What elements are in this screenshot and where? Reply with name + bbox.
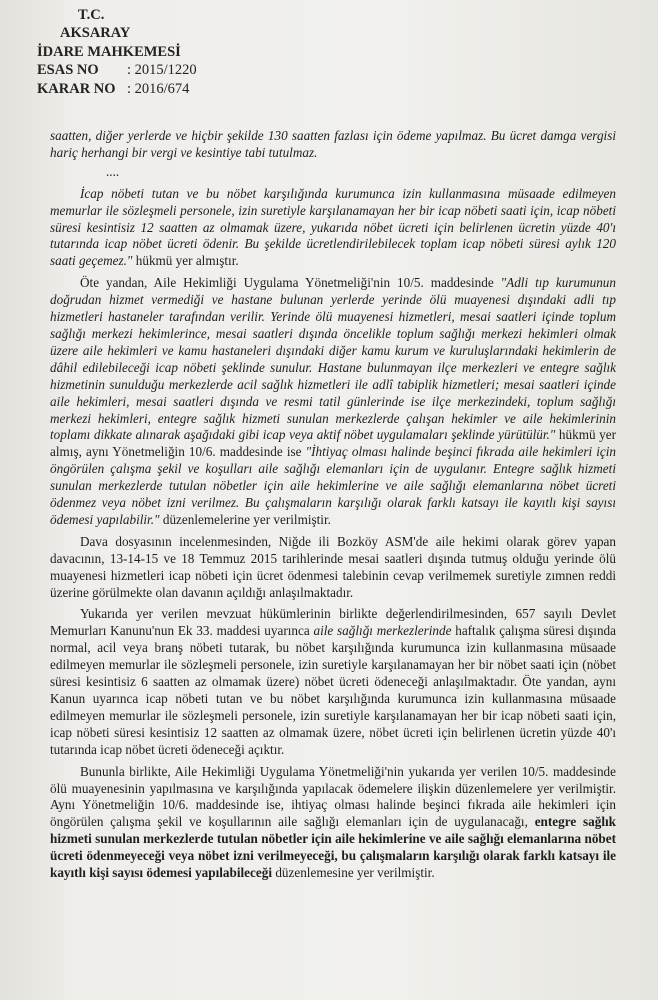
- esas-no-label: ESAS NO: [37, 62, 99, 79]
- paragraph-bununla-birlikte: [50, 764, 616, 882]
- court-header: [37, 6, 197, 98]
- paragraph-yonetmelik: [50, 275, 616, 529]
- text-degerlendirme-a: Yukarıda yer verilen mevzuat hükümlerinin birlikte değerlendirilmesinden, 657 sayılı Devlet Memurları Kanunu'nun Ek 33. maddesi uyarınca: [50, 606, 616, 639]
- text-yonetmelik-intro: Öte yandan, Aile Hekimliği Uygulama Yönetmeliği'nin 10/5. maddesinde: [80, 275, 501, 291]
- ellipsis: ....: [106, 163, 120, 179]
- karar-no-value: : 2016/674: [127, 80, 190, 97]
- quote-madde-10-6: "İhtiyaç olması halinde beşinci fıkrada aile hekimleri için öngörülen çalışma şekil ve koşulları aile sağlığı elemanları için de uygulanır. Entegre sağlık hizmeti sunulan merkezlerde tutulan nöbetler için aile hekimlerine ve aile sağlığı elemanlarına nöbet ücreti ödenmez veya nöbet izni verilmez. Bu çalışmaların karşılığı olarak farklı katsayı ile kayıtlı kişi sayısı ödemesi yapılabilir.": [50, 444, 616, 527]
- quote-icap-nobeti: İcap nöbeti tutan ve bu nöbet karşılığında kurumunca izin kullanmasına müsaade edilmeyen memurlar ile sözleşmeli personele, izin suretiyle karşılanamayan her bir icap nöbeti saati için, icap nöbeti süresi kesintisiz 12 saatten az olmamak üzere, yukarıda nöbet ücreti için belirlenen ücretin yüzde 40'ı tutarında icap nöbet ücreti ödenir. Bu şekilde ücretlendirilebilecek toplam icap nöbeti süresi aylık 120 saati geçemez.": [50, 185, 616, 269]
- text-bununla-a: Bununla birlikte, Aile Hekimliği Uygulama Yönetmeliği'nin yukarıda yer verilen 10/5. maddesinde ölü muayenesinin yapılmasına ve karşılığında yapılacak ödemelere ilişkin düzenlemelere yer verilmiştir. Aynı Yönetmeliğin 10/6. maddesinde ise, ihtiyaç olması halinde beşinci fıkrada aile hekimleri için öngörülen çalışma şekil ve koşullarının aile sağlığı elemanları için de uygulanacağı,: [50, 763, 616, 830]
- header-court-name: İDARE MAHKEMESİ: [37, 43, 181, 60]
- esas-no-value: : 2015/1220: [127, 62, 197, 79]
- paragraph-degerlendirme: [50, 606, 616, 758]
- karar-no-row: [37, 80, 197, 98]
- document-body: [50, 128, 616, 882]
- quote-madde-10-5: "Adli tıp kurumunun doğrudan hizmet vermediği ve hastane bulunan yerlerde yerinde ölü muayenesi dışındaki adli tıp hizmetleri hastaneler tarafından verilir. Yerinde ölü muayenesi hizmetleri, mesai saatleri içinde toplum sağlığı merkezi hekimlerince, mesai saatleri dışında öncelikle toplum sağlığı merkezi hekimleri olmak üzere aile hekimleri ve kamu hastaneleri dışındaki diğer kamu kurum ve kuruluşlarındaki hekimlerin de dâhil edilebileceği icap nöbeti şeklinde sunulur. Hastane bulunmayan ilçe merkezleri ve entegre sağlık hizmetinin sunulduğu merkezlerde acil sağlık hizmetleri ile adlî tabiplik hizmetleri; mesai saatleri içinde aile hekimleri, mesai saatleri dışında ve resmi tatil günlerinde ise ilçe merkezindeki, toplum sağlığı merkezi hekimleri, entegre sağlık hizmeti sunulan merkezlerde çalışan hekimler ve aile hekimlerinin toplamı dikkate alınarak aşağıdaki gibi icap veya aktif nöbet uygulamaları şeklinde yürütülür.": [50, 275, 616, 443]
- paragraph-dava-dosyasi: Dava dosyasının incelenmesinden, Niğde ili Bozköy ASM'de aile hekimi olarak görev yapan davacının, 13-14-15 ve 18 Temmuz 2015 tarihlerinde mesai saatleri dışında tutmuş olduğu yerinde ölü muayenesi hizmetleri icap nöbeti için ücret ödenmesi talebinin cevap verilmemek suretiyle zımnen reddi üzerine görülmekte olan davanın açıldığı anlaşılmaktadır.: [50, 533, 616, 600]
- esas-no-row: [37, 61, 197, 79]
- karar-no-label: KARAR NO: [37, 80, 116, 97]
- text-degerlendirme-c: haftalık çalışma süresi dışında normal, acil veya branş nöbeti tutarak, bu nöbet karşılığında kurumunca izin kullanmasına müsaade edilmeyen memurlar ile sözleşmeli personele, izin suretiyle karşılanamayan her bir nöbet saati için (nöbet süresi kesintisiz 6 saatten az olmamak üzere) nöbet ücreti ödeneceği anlaşılmaktadır. Öte yandan, aynı Kanun uyarınca icap nöbeti tutan ve bu nöbet karşılığında kurumunca izin kullanmasına müsaade edilmeyen memurlar ile sözleşmeli personele, izin suretiyle karşılanamayan her bir icap nöbeti saati için, icap nöbeti süresi kesintisiz 12 saatten az olmamak üzere, nöbet ücreti için belirlenen ücretin yüzde 40'ı tutarında icap nöbet ücreti ödeneceği açıktır.: [50, 623, 616, 757]
- header-tc: T.C.: [78, 7, 105, 23]
- paragraph-continuation: saatten, diğer yerlerde ve hiçbir şekilde 130 saatten fazlası için ödeme yapılmaz. Bu ücret damga vergisi hariç herhangi bir vergi ve kesintiye tabi tutulmaz.: [50, 128, 616, 160]
- text-yonetmelik-mid: hükmü yer almış, aynı Yönetmeliğin 10/6. maddesinde ise: [50, 427, 616, 460]
- text-asm-italic: aile sağlığı merkezlerinde: [313, 623, 452, 639]
- text-bununla-c: düzenlemesine yer verilmiştir.: [272, 865, 435, 881]
- paragraph-icap-nobeti: [50, 186, 616, 271]
- text-bold-emphasis: entegre sağlık hizmeti sunulan merkezlerde tutulan nöbetler için aile hekimlerine ve aile sağlığı elemanlarına nöbet ücreti ödenmeyeceği veya nöbet izni verilmeyeceği, bu çalışmaların karşılığı olarak farklı katsayı ile kayıtlı kişi sayısı ödemesi yapılabileceği: [50, 814, 616, 881]
- text-yonetmelik-end: düzenlemelerine yer verilmiştir.: [159, 511, 331, 527]
- text-hukmu: hükmü yer almıştır.: [132, 253, 239, 269]
- header-city: AKSARAY: [60, 25, 131, 42]
